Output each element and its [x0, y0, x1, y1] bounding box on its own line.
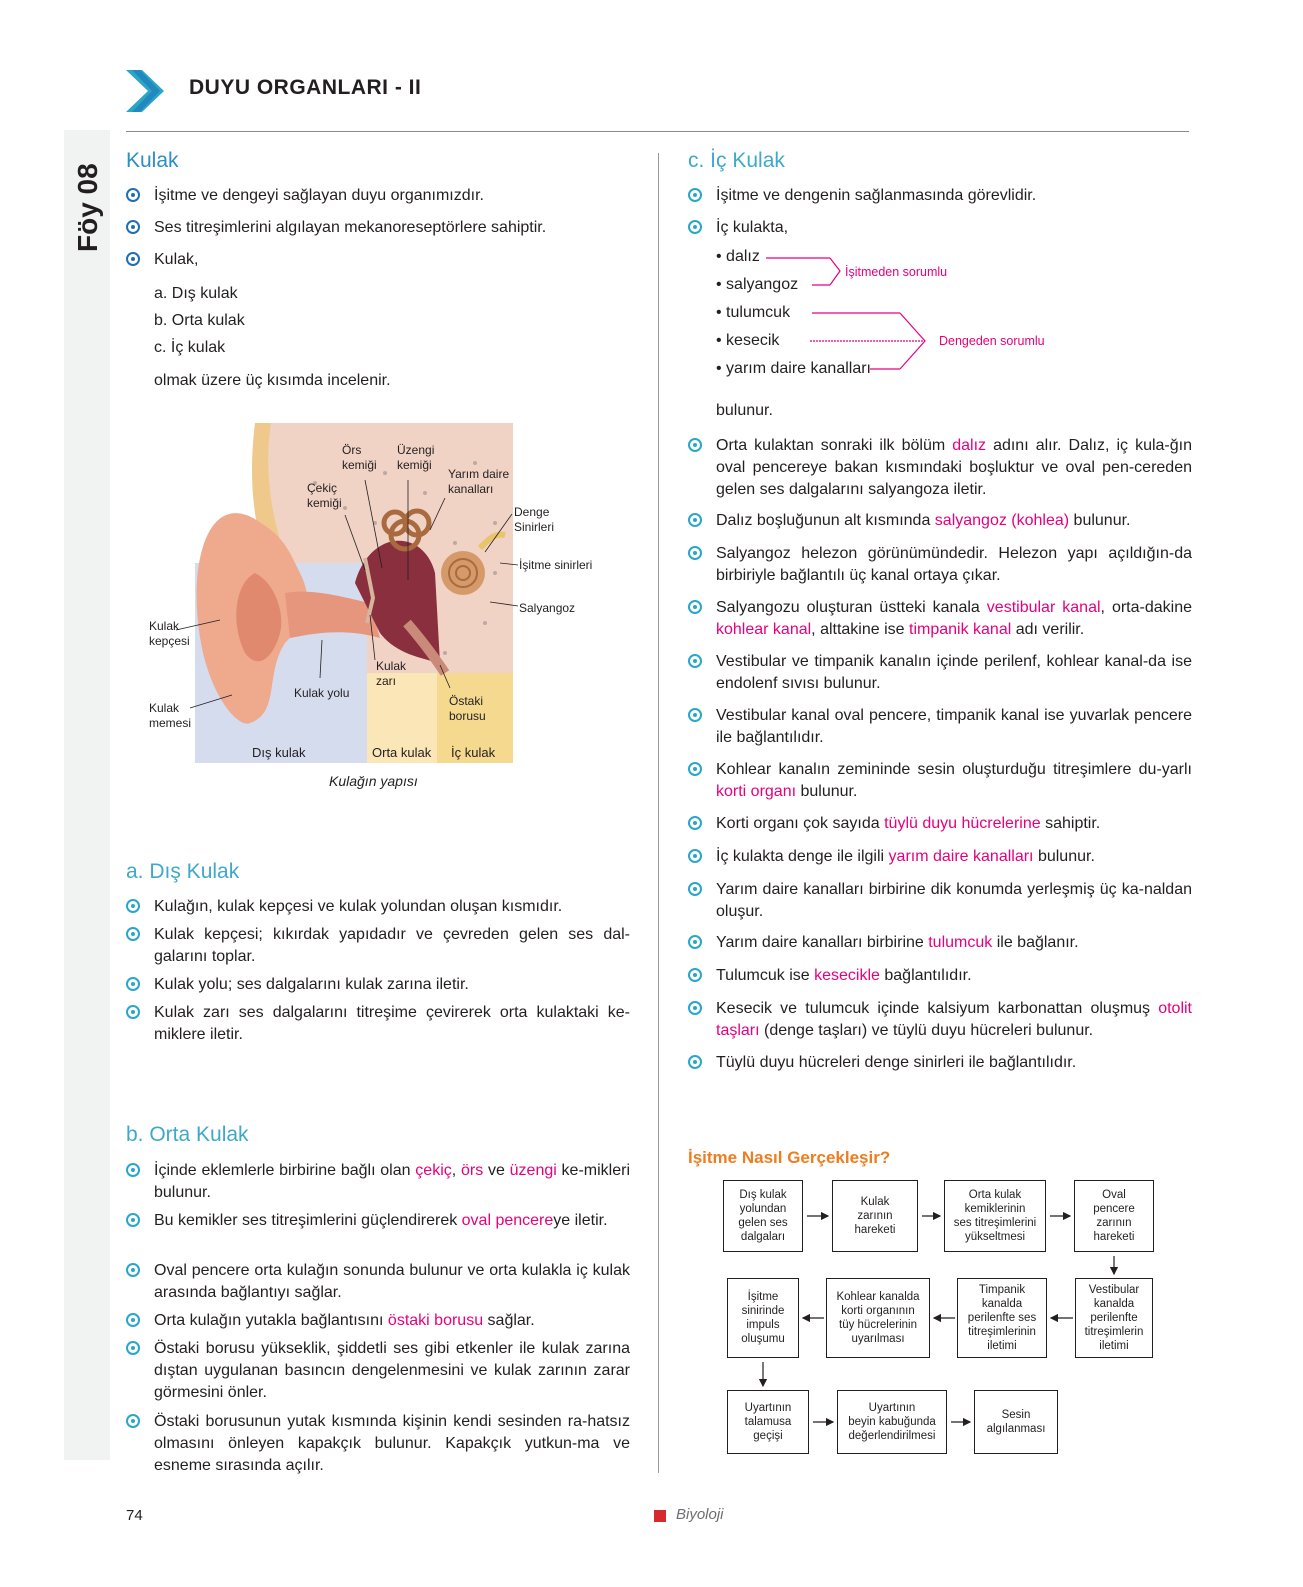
- orta-item-4: Orta kulağın yutakla bağlantısını östaki borusu sağlar.: [154, 1312, 535, 1329]
- label-leader-lines: [150, 450, 530, 730]
- bullet-icon: [688, 816, 702, 830]
- part-a: a. Dış kulak: [154, 285, 238, 302]
- dis-item-1: Kulağın, kulak kepçesi ve kulak yolundan oluşan kısmıdır.: [154, 898, 563, 915]
- flow-box-8: İşitme sinirinde impuls oluşumu: [727, 1278, 799, 1358]
- ic-list-kesecik: • kesecik: [716, 332, 780, 349]
- side-strip: [64, 130, 110, 1460]
- ic-p7: Kohlear kanalın zemininde sesin oluşturduğu titreşimlere du-yarlı korti organı bulunur.: [716, 761, 1192, 800]
- flow-box-3: Orta kulak kemiklerinin ses titreşimlerini yükseltmesi: [944, 1180, 1046, 1252]
- bullet-icon: [126, 899, 140, 913]
- orta-item-1: İçinde eklemlerle birbirine bağlı olan çekiç, örs ve üzengi ke-mikleri bulunur.: [154, 1162, 631, 1201]
- bullet-icon: [688, 654, 702, 668]
- flow-box-2: Kulak zarının hareketi: [832, 1180, 918, 1252]
- dis-kulak-heading: a. Dış Kulak: [126, 860, 240, 883]
- bullet-icon: [126, 1213, 140, 1227]
- region-ic: İç kulak: [451, 745, 496, 760]
- ic-list-salyangoz: • salyangoz: [716, 276, 799, 293]
- flow-heading: İşitme Nasıl Gerçekleşir?: [688, 1148, 891, 1167]
- ic-p4: Salyangozu oluşturan üstteki kanala vestibular kanal, orta-dakine kohlear kanal, alttakine ise timpanik kanal adı verilir.: [716, 599, 1192, 638]
- dis-item-4: Kulak zarı ses dalgalarını titreşime çevirerek orta kulaktaki ke-miklere iletir.: [154, 1004, 630, 1043]
- bullet-icon: [688, 1055, 702, 1069]
- bullet-icon: [688, 935, 702, 949]
- orta-item-2: Bu kemikler ses titreşimlerini güçlendirerek oval pencereye iletir.: [154, 1212, 608, 1229]
- kulak-bullet-1: İşitme ve dengeyi sağlayan duyu organımızdır.: [154, 187, 484, 204]
- label-zar: Kulak zarı: [376, 659, 407, 688]
- orta-item-3: Oval pencere orta kulağın sonunda bulunur ve orta kulakla iç kulak arasında bağlantıyı sağlar.: [154, 1262, 630, 1301]
- bullet-icon: [688, 968, 702, 982]
- label-yarim-daire: Yarım daire kanalları: [448, 467, 510, 496]
- ic-kulak-heading: c. İç Kulak: [688, 149, 785, 172]
- flow-box-6: Timpanik kanalda perilenfte ses titreşimlerinin iletimi: [957, 1278, 1047, 1358]
- label-denge: Denge Sinirleri: [514, 505, 555, 534]
- ic-p5: Vestibular ve timpanik kanalın içinde perilenf, kohlear kanal-da ise endolenf sıvısı bulunur.: [716, 653, 1192, 692]
- bullet-icon: [688, 220, 702, 234]
- ic-list-yarim: • yarım daire kanalları: [716, 360, 871, 377]
- bullet-icon: [688, 762, 702, 776]
- ic-list-tulumcuk: • tulumcuk: [716, 304, 791, 321]
- bullet-icon: [688, 849, 702, 863]
- bullet-icon: [688, 546, 702, 560]
- flow-box-9: Uyartının talamusa geçişi: [727, 1390, 809, 1454]
- label-ors: Örs kemiği: [342, 443, 377, 472]
- bullet-icon: [126, 1414, 140, 1428]
- footer-subject: Biyoloji: [676, 1506, 724, 1523]
- label-meme: Kulak memesi: [149, 701, 192, 730]
- label-yolu: Kulak yolu: [294, 686, 350, 700]
- flow-box-7: Kohlear kanalda korti organının tüy hücrelerinin uyarılması: [826, 1278, 930, 1358]
- part-b: b. Orta kulak: [154, 312, 245, 329]
- ic-p2: Dalız boşluğunun alt kısmında salyangoz (kohlea) bulunur.: [716, 512, 1131, 529]
- ic-p1: Orta kulaktan sonraki ilk bölüm dalız adını alır. Dalız, iç kula-ğın oval pencereye bakan kısmındaki boşluktur ve oval pen-cereden gelen ses dalgalarını salyangoza iletir.: [716, 437, 1192, 498]
- ic-p9: İç kulakta denge ile ilgili yarım daire kanalları bulunur.: [716, 848, 1095, 865]
- page-number: 74: [126, 1507, 143, 1524]
- ic-bullet-1: İşitme ve dengenin sağlanmasında görevlidir.: [716, 187, 1037, 204]
- ic-bulunur: bulunur.: [716, 402, 773, 419]
- column-separator: [658, 153, 659, 1473]
- note-isitme: İşitmeden sorumlu: [845, 265, 948, 279]
- dis-item-2: Kulak kepçesi; kıkırdak yapıdadır ve çevreden gelen ses dal-galarını toplar.: [154, 926, 630, 965]
- label-salyangoz: Salyangoz: [519, 601, 576, 615]
- bullet-icon: [688, 708, 702, 722]
- kulak-heading: Kulak: [126, 149, 179, 172]
- orta-kulak-heading: b. Orta Kulak: [126, 1123, 249, 1146]
- ic-p8: Korti organı çok sayıda tüylü duyu hücrelerine sahiptir.: [716, 815, 1101, 832]
- part-c: c. İç kulak: [154, 339, 226, 356]
- bullet-icon: [126, 1341, 140, 1355]
- bullet-icon: [688, 1001, 702, 1015]
- unit-text: Föy 08: [72, 163, 103, 252]
- bullet-icon: [126, 1313, 140, 1327]
- note-denge: Dengeden sorumlu: [939, 334, 1045, 348]
- region-orta: Orta kulak: [372, 745, 432, 760]
- kulak-bullet-2: Ses titreşimlerini algılayan mekanoreseptörlere sahiptir.: [154, 219, 547, 236]
- ic-p14: Tüylü duyu hücreleri denge sinirleri ile bağlantılıdır.: [716, 1054, 1077, 1071]
- bullet-icon: [126, 220, 140, 234]
- flow-box-5: Vestibular kanalda perilenfte titreşimlerin iletimi: [1075, 1278, 1153, 1358]
- bullet-icon: [688, 600, 702, 614]
- bullet-icon: [126, 1263, 140, 1277]
- ic-p11: Yarım daire kanalları birbirine tulumcuk ile bağlanır.: [716, 934, 1079, 951]
- ic-p6: Vestibular kanal oval pencere, timpanik kanal ise yuvarlak pencere ile bağlantılıdır.: [716, 707, 1192, 746]
- flow-box-4: Oval pencere zarının hareketi: [1074, 1180, 1154, 1252]
- bullet-icon: [126, 977, 140, 991]
- label-kepce: Kulak kepçesi: [149, 619, 190, 648]
- dis-item-3: Kulak yolu; ses dalgalarını kulak zarına iletir.: [154, 976, 469, 993]
- bullet-icon: [126, 927, 140, 941]
- chevron-icon: [126, 70, 166, 112]
- ic-p13: Kesecik ve tulumcuk içinde kalsiyum karbonattan oluşmuş otolit taşları (denge taşları) ve tüylü duyu hücreleri bulunur.: [716, 1000, 1192, 1039]
- bullet-icon: [126, 188, 140, 202]
- label-cekic: Çekiç kemiği: [307, 481, 342, 510]
- label-isitme: İşitme sinirleri: [519, 558, 593, 572]
- bullet-icon: [688, 438, 702, 452]
- page-title: DUYU ORGANLARI - II: [189, 76, 422, 99]
- label-ostaki: Östaki borusu: [449, 694, 486, 723]
- orta-item-6: Östaki borusunun yutak kısmında kişinin kendi sesinden ra-hatsız olmasını önleyen kapakçık bulunur. Kapakçık yutkun-ma ve esneme sırasında açılır.: [154, 1413, 630, 1474]
- bullet-icon: [688, 188, 702, 202]
- footer-square-icon: [654, 1510, 666, 1522]
- ic-p10: Yarım daire kanalları birbirine dik konumda yerleşmiş üç ka-naldan oluşur.: [716, 881, 1192, 920]
- flow-box-1: Dış kulak yolundan gelen ses dalgaları: [723, 1180, 803, 1252]
- ic-list-dalız: • dalız: [716, 248, 760, 265]
- kulak-bullet-3: Kulak,: [154, 251, 199, 268]
- ic-p12: Tulumcuk ise kesecikle bağlantılıdır.: [716, 967, 972, 984]
- flow-box-11: Sesin algılanması: [974, 1390, 1058, 1454]
- ic-p3: Salyangoz helezon görünümündedir. Helezon yapı açıldığın-da birbiriyle bağlantılı üç kanal ortaya çıkar.: [716, 545, 1192, 584]
- bullet-icon: [126, 252, 140, 266]
- bullet-icon: [126, 1005, 140, 1019]
- figure-caption: Kulağın yapısı: [329, 773, 418, 789]
- bullet-icon: [688, 513, 702, 527]
- kulak-outro: olmak üzere üç kısımda incelenir.: [154, 372, 391, 389]
- unit-label: [70, 152, 104, 252]
- region-dis: Dış kulak: [252, 745, 306, 760]
- orta-item-5: Östaki borusu yükseklik, şiddetli ses gibi etkenler ile kulak zarına dıştan uygulanan basıncın dengelenmesini ve kulak zarının zarar görmesini önler.: [154, 1340, 630, 1401]
- flow-arrows: [700, 1170, 1180, 1470]
- header-rule: [126, 131, 1189, 132]
- flow-box-10: Uyartının beyin kabuğunda değerlendirilmesi: [837, 1390, 947, 1454]
- bullet-icon: [688, 882, 702, 896]
- bullet-icon: [126, 1163, 140, 1177]
- ic-bullet-2: İç kulakta,: [716, 219, 789, 236]
- label-uzengi: Üzengi kemiği: [397, 443, 435, 472]
